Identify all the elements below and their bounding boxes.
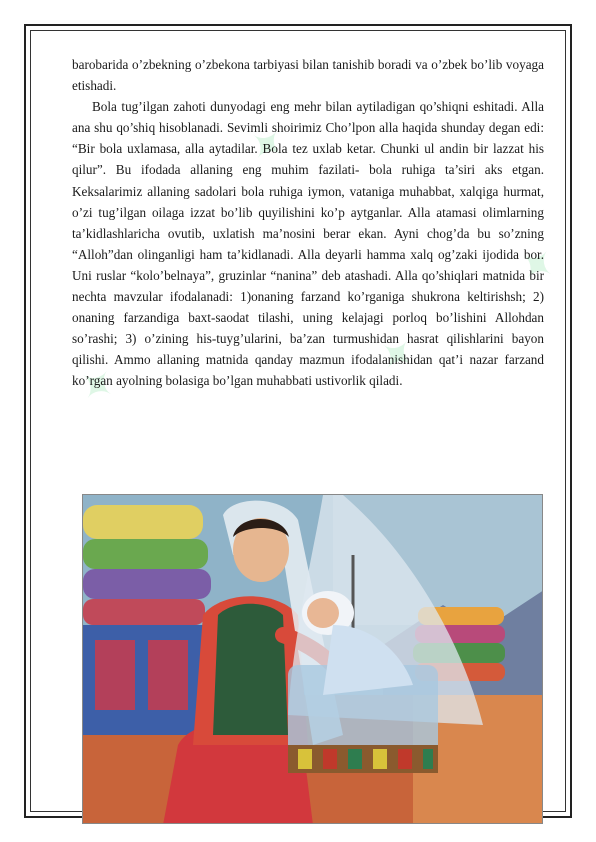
cradle-inlay [348,749,362,769]
body-text [72,54,544,392]
quilt-green [83,539,208,569]
cradle-inlay [423,749,433,769]
cradle-inlay [323,749,337,769]
mother-vest [213,604,288,735]
quilt-purple [83,569,211,599]
illustration-mother-cradle [82,494,543,824]
cradle-inlay [373,749,387,769]
quilt-yellow [83,505,203,539]
cradle-inlay [398,749,412,769]
baby-face [307,598,339,628]
paragraph-continuation: barobarida o’zbekning o’zbekona tarbiyasi bilan tanishib boradi va o’zbek bo’lib voyaga etishadi. [72,57,544,94]
cradle-inlay [298,749,312,769]
paragraph-alla: Bola tug’ilgan zahoti dunyodagi eng mehr bilan aytiladigan qo’shiqni eshitadi. Alla ana shu qo’shiq hisoblanadi. Sevimli shoirimiz Cho’lpon alla haqida shunday degan edi: “Bir bola uxlamasa, alla aytadilar. Bola tez uxlab ketar. Chunki ul andin bir lazzat his qilur”. Bu ifodada allaning eng muhim fazilati- bola ruhiga ta’siri aks etgan. Keksalarimiz allaning sadolari bola ruhiga iymon, vataniga muhabbat, xalqiga hurmat, o’zi tug’ilgan oilaga izzat bo’lib quyilishini ko’p aytganlar. Alla atamasi olimlarning ta’kidlashlaricha ovutib, uxlatish ma’nosini berar ekan. Ayni chog’da bu so’zning “Alloh”dan olinganligi ham ta’kidlanadi. Alla deyarli hamma xalq og’zaki ijodida bor. Uni ruslar “kolo’belnaya”, gruzinlar “nanina” deb atashadi. Alla qo’shiqlari matnida bir nechta mavzular ifodalanadi: 1)onaning farzand ko’rganiga shukrona keltirishsh; 2) onaning farzandiga baxt-saodat tilashi, uning kelajagi porloq bo’lishini Allohdan so’rashi; 3) o’zining his-tuyg’ularini, ba’zan turmushidan hasrat qilishlarini bayon qilishi. Ammo allaning matnida qanday mazmun ifodalanishidan qat’i nazar farzand ko’rgan ayolning bolasiga bo’lgan muhabbati ustivorlik qiladi. [72,99,544,389]
illustration-drawing [83,495,543,824]
watermark-mark: ✦ [366,325,430,386]
chest-panel [148,640,188,710]
watermark-mark: ✦ [506,235,570,296]
watermark-mark: ✦ [236,115,300,176]
watermark-mark: ✦ [66,355,130,416]
quilt-red [83,599,205,625]
chest-panel [95,640,135,710]
